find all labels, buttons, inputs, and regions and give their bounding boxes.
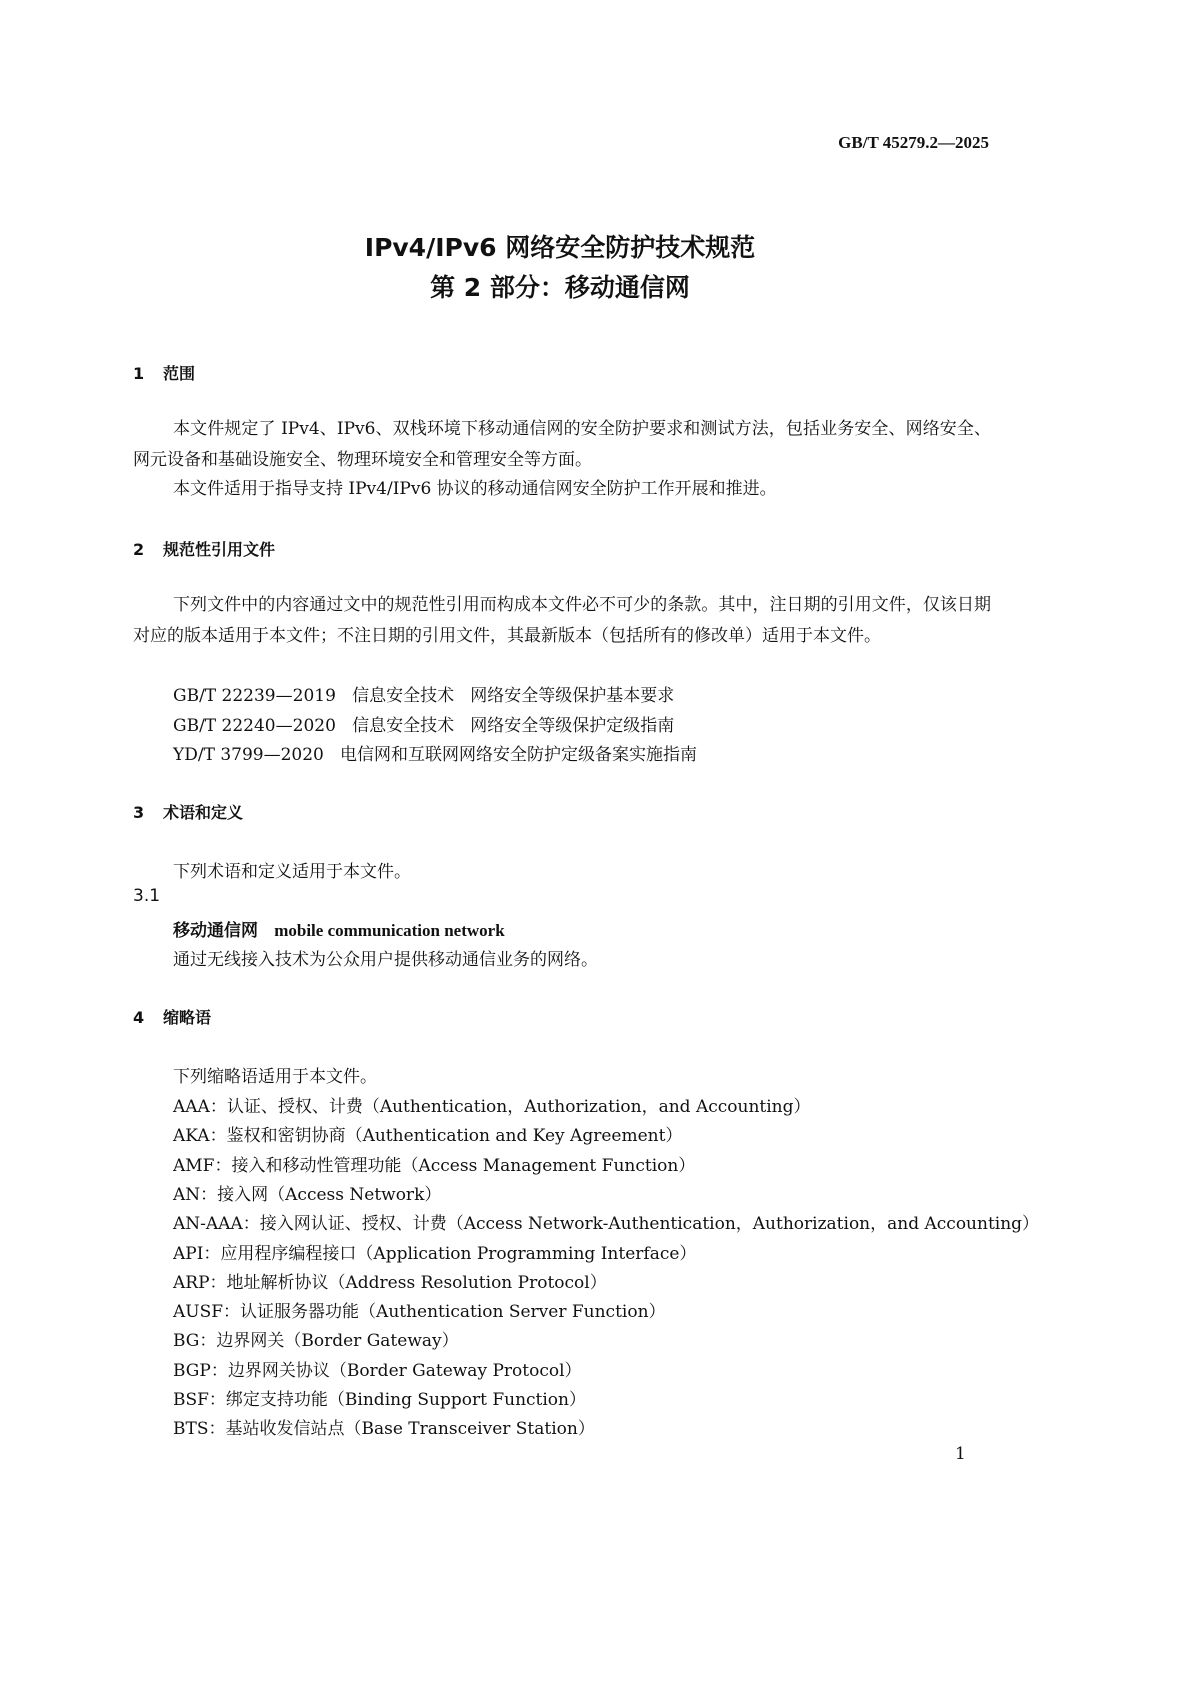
section-number: 4 — [133, 1008, 145, 1027]
section-heading-4 — [133, 1005, 211, 1028]
section-title: 规范性引用文件 — [163, 540, 276, 559]
term-chinese: 移动通信网 — [173, 921, 258, 941]
abbreviation-item: AAA：认证、授权、计费（Authentication，Authorization，and Accounting） — [173, 1097, 811, 1117]
abbreviation-item: AN-AAA：接入网认证、授权、计费（Access Network-Authentication，Authorization，and Accounting） — [173, 1214, 1040, 1235]
abbreviation-item: ARP：地址解析协议（Address Resolution Protocol） — [173, 1272, 607, 1293]
paragraph: 下列术语和定义适用于本文件。 — [173, 862, 411, 882]
document-subtitle: 第 2 部分：移动通信网 — [430, 273, 690, 302]
term-number: 3.1 — [133, 886, 161, 906]
abbreviation-item: BG：边界网关（Border Gateway） — [173, 1331, 459, 1352]
abbreviation-item: AKA：鉴权和密钥协商（Authentication and Key Agreement） — [173, 1126, 683, 1147]
abbreviation-item: AMF：接入和移动性管理功能（Access Management Function） — [173, 1155, 696, 1176]
section-number: 3 — [133, 803, 145, 822]
section-title: 缩略语 — [163, 1008, 212, 1027]
abbreviation-item: API：应用程序编程接口（Application Programming Interface） — [173, 1243, 697, 1264]
abbreviation-item: AUSF：认证服务器功能（Authentication Server Function） — [173, 1302, 666, 1323]
section-number: 1 — [133, 364, 145, 383]
paragraph: 本文件适用于指导支持 IPv4/IPv6 协议的移动通信网安全防护工作开展和推进。 — [173, 479, 777, 499]
section-heading-2 — [133, 537, 275, 560]
term-heading — [173, 916, 505, 941]
standard-number: GB/T 45279.2—2025 — [838, 133, 989, 152]
term-definition: 通过无线接入技术为公众用户提供移动通信业务的网络。 — [173, 950, 598, 970]
abbreviation-item: BGP：边界网关协议（Border Gateway Protocol） — [173, 1360, 582, 1381]
paragraph: 下列缩略语适用于本文件。 — [173, 1067, 377, 1087]
reference-item: GB/T 22240—2020 信息安全技术 网络安全等级保护定级指南 — [173, 716, 675, 736]
section-heading-3 — [133, 800, 243, 823]
section-title: 范围 — [163, 364, 196, 383]
section-number: 2 — [133, 540, 145, 559]
paragraph: 下列文件中的内容通过文中的规范性引用而构成本文件必不可少的条款。其中，注日期的引用文件，仅该日期对应的版本适用于本文件；不注日期的引用文件，其最新版本（包括所有的修改单）适用于本文件。 — [133, 595, 991, 646]
section-heading-1 — [133, 361, 195, 384]
page-number: 1 — [955, 1444, 966, 1464]
term-english: mobile communication network — [274, 921, 505, 940]
reference-item: YD/T 3799—2020 电信网和互联网网络安全防护定级备案实施指南 — [173, 745, 698, 765]
section-title: 术语和定义 — [163, 803, 244, 822]
paragraph: 本文件规定了 IPv4、IPv6、双栈环境下移动通信网的安全防护要求和测试方法，包括业务安全、网络安全、网元设备和基础设施安全、物理环境安全和管理安全等方面。 — [133, 419, 991, 470]
abbreviation-item: BTS：基站收发信站点（Base Transceiver Station） — [173, 1419, 595, 1440]
abbreviation-item: BSF：绑定支持功能（Binding Support Function） — [173, 1390, 586, 1410]
reference-item: GB/T 22239—2019 信息安全技术 网络安全等级保护基本要求 — [173, 686, 675, 706]
document-title: IPv4/IPv6 网络安全防护技术规范 — [364, 233, 756, 262]
abbreviation-item: AN：接入网（Access Network） — [173, 1184, 442, 1205]
